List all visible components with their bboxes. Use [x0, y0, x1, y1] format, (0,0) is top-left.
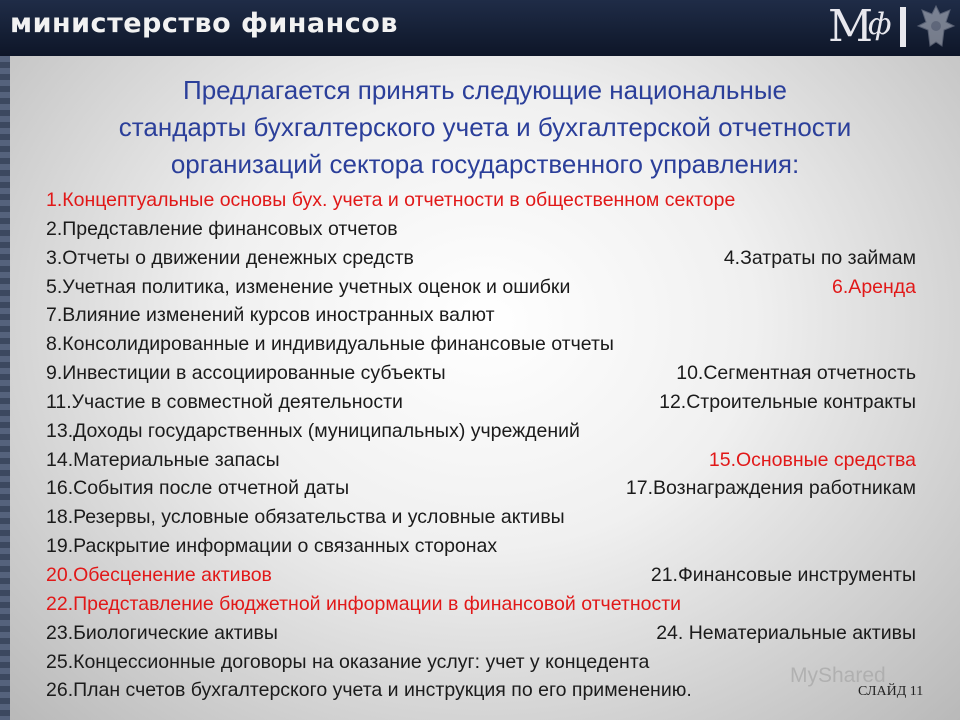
list-item-left: 1.Концептуальные основы бух. учета и отчетности в общественном секторе [46, 189, 736, 211]
list-item [46, 301, 916, 330]
list-item-right: 12.Строительные контракты [659, 390, 916, 413]
list-item-left: 23.Биологические активы [46, 621, 278, 644]
list-item-left: 20.Обесценение активов [46, 563, 272, 586]
list-item [46, 648, 916, 677]
list-item-left: 16.События после отчетной даты [46, 477, 350, 500]
list-item-right: 10.Сегментная отчетность [676, 362, 916, 385]
list-item [46, 417, 916, 446]
list-item-right: 15.Основные средства [708, 448, 916, 471]
list-item [46, 532, 916, 561]
logo-letter-f: ф [868, 7, 892, 42]
list-item-left: 11.Участие в совместной деятельности [46, 390, 403, 413]
list-item-right: 21.Финансовые инструменты [650, 563, 916, 586]
logo-bar [900, 7, 906, 47]
list-item [46, 388, 916, 417]
list-item-left: 22.Представление бюджетной информации в финансовой отчетности [46, 592, 682, 615]
list-item [46, 561, 916, 590]
standards-list [46, 186, 916, 705]
title-line-3: организаций сектора государственного управления: [170, 149, 800, 179]
list-item-left: 7.Влияние изменений курсов иностранных валют [46, 304, 495, 327]
list-item-left: 13.Доходы государственных (муниципальных) учреждений [46, 419, 580, 442]
list-item-right: 17.Вознаграждения работникам [625, 477, 916, 500]
list-item-left: 3.Отчеты о движении денежных средств [46, 246, 414, 269]
left-decorative-stripe [0, 56, 10, 720]
list-item-left: 26.План счетов бухгалтерского учета и инструкция по его применению. [46, 679, 692, 702]
coat-of-arms-icon [916, 2, 956, 52]
list-item-left: 8.Консолидированные и индивидуальные финансовые отчеты [46, 333, 614, 356]
list-item [46, 503, 916, 532]
list-item [46, 215, 916, 244]
list-item-right: 6.Аренда [832, 275, 916, 298]
list-item [46, 244, 916, 273]
list-item-right: 24. Нематериальные активы [656, 621, 916, 644]
list-item [46, 359, 916, 388]
list-item [46, 446, 916, 475]
slide-title [20, 72, 950, 183]
list-item-left: 18.Резервы, условные обязательства и условные активы [46, 506, 565, 529]
title-line-1: Предлагается принять следующие национальные [183, 75, 787, 105]
list-item-left: 5.Учетная политика, изменение учетных оценок и ошибки [46, 275, 571, 298]
list-item-left: 14.Материальные запасы [46, 448, 280, 471]
slide-number: СЛАЙД 11 [858, 684, 924, 699]
list-item [46, 330, 916, 359]
minfin-logo [828, 3, 914, 53]
list-item-left: 2.Представление финансовых отчетов [46, 217, 398, 240]
list-item-left: 19.Раскрытие информации о связанных сторонах [46, 535, 498, 558]
list-item-right: 4.Затраты по займам [723, 246, 916, 269]
list-item-left: 25.Концессионные договоры на оказание услуг: учет у концедента [46, 650, 650, 673]
list-item [46, 590, 916, 619]
logo-letter-m: М [828, 1, 874, 52]
title-line-2: стандарты бухгалтерского учета и бухгалтерской отчетности [118, 112, 852, 142]
ministry-title: министерство финансов [10, 8, 398, 39]
list-item-left: 9.Инвестиции в ассоциированные субъекты [46, 362, 446, 385]
list-item [46, 474, 916, 503]
list-item [46, 186, 916, 215]
header-bar [0, 0, 960, 56]
list-item [46, 619, 916, 648]
watermark: MyShared [790, 664, 886, 687]
list-item [46, 273, 916, 302]
list-item [46, 676, 916, 705]
